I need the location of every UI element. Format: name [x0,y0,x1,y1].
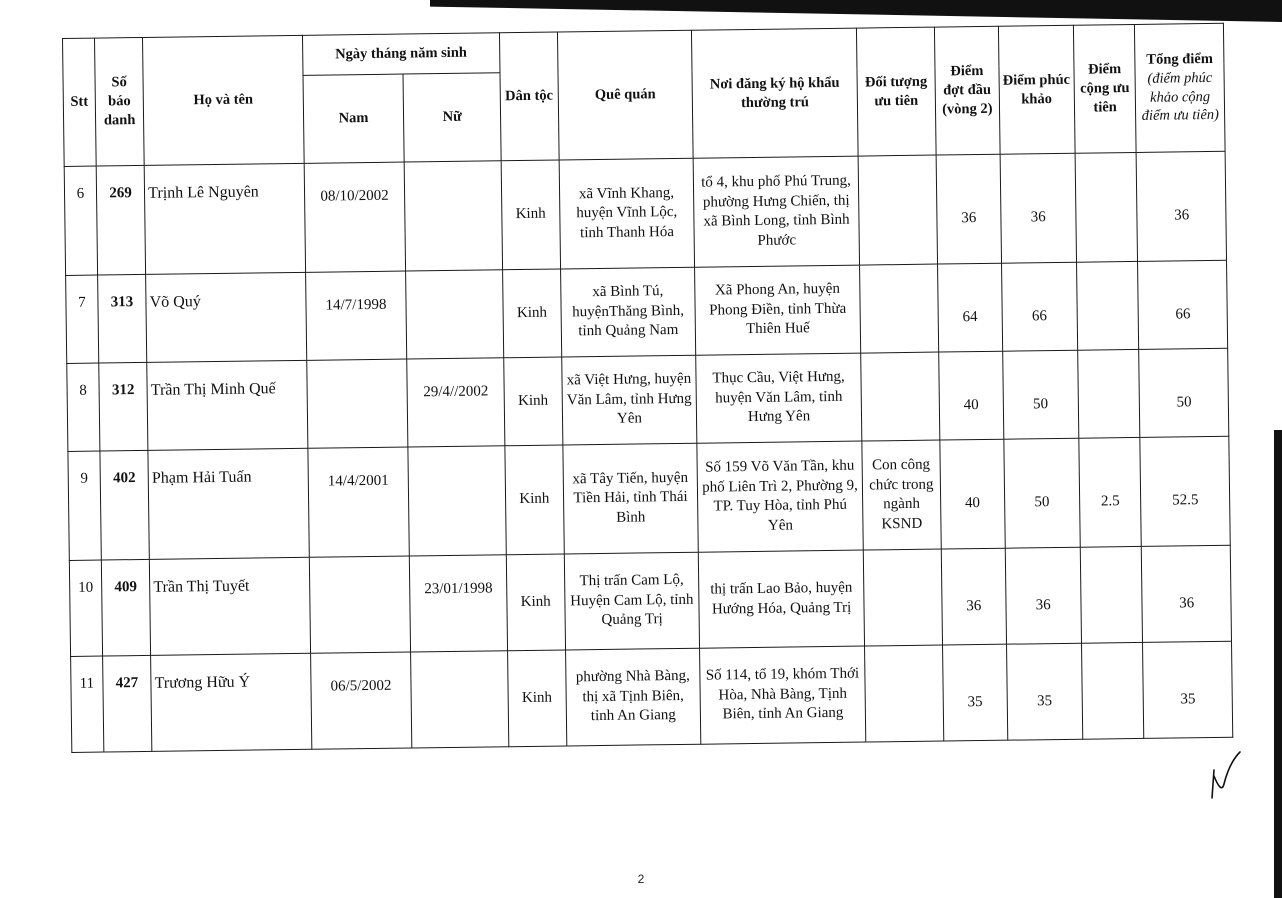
cell-dob-nam: 06/5/2002 [310,652,412,749]
cell-tong: 66 [1138,260,1228,349]
cell-diem-dau: 64 [938,263,1003,352]
cell-ho-khau: Số 159 Võ Văn Tần, khu phố Liên Trì 2, Phường 9, TP. Tuy Hòa, tỉnh Phú Yên [697,441,863,552]
header-que-quan: Quê quán [557,30,693,160]
cell-que-quan: xã Vĩnh Khang, huyện Vĩnh Lộc, tỉnh Thanh Hóa [559,158,695,269]
cell-tong: 35 [1143,641,1233,738]
cell-tong: 52.5 [1140,436,1230,546]
cell-que-quan: phường Nhà Bàng, thị xã Tịnh Biên, tỉnh An Giang [565,648,701,746]
header-diem-dot-dau: Điểm đợt đầu (vòng 2) [934,26,999,155]
cell-dob-nam [306,359,408,448]
cell-que-quan: xã Bình Tú, huyệnThăng Bình, tỉnh Quảng Nam [560,267,696,357]
header-tong-diem-note: (điểm phúc khảo cộng điểm ưu tiên) [1141,69,1220,125]
scan-edge-right [1274,430,1282,898]
cell-dob-nu [405,161,503,271]
cell-stt: 8 [67,363,100,451]
cell-doi-tuong [859,264,938,353]
cell-tong: 36 [1137,151,1227,261]
cell-stt: 9 [68,451,101,560]
header-doi-tuong: Đối tượng ưu tiên [856,27,936,156]
cell-cong [1077,349,1140,438]
cell-dob-nu: 29/4//2002 [407,358,505,447]
table-row [69,545,1231,656]
cell-dan-toc: Kinh [506,554,565,651]
cell-sbd: 427 [102,655,152,752]
cell-ho-khau: Xã Phong An, huyện Phong Điền, tỉnh Thừa Thiên Huế [695,265,861,355]
cell-name: Phạm Hải Tuấn [148,448,309,559]
header-stt: Stt [63,38,97,166]
header-so-bao-danh: Số báo danh [94,37,144,166]
cell-sbd: 312 [99,362,148,451]
cell-stt: 11 [71,656,104,752]
header-noi-dang-ky: Nơi đăng ký hộ khẩu thường trú [692,28,858,158]
header-ho-va-ten: Họ và tên [143,35,304,165]
table-row [64,151,1226,275]
cell-name: Trần Thị Tuyết [150,557,311,655]
header-nam: Nam [303,74,405,163]
cell-doi-tuong [861,352,940,441]
cell-sbd: 313 [97,274,146,363]
cell-dob-nam: 14/4/2001 [307,447,409,557]
cell-dob-nam: 14/7/1998 [305,271,407,360]
table-row [66,260,1228,363]
cell-dan-toc: Kinh [508,650,567,747]
cell-stt: 6 [64,166,97,275]
header-ngay-sinh: Ngày tháng năm sinh [302,33,500,76]
table-row [71,641,1233,752]
cell-sbd: 269 [96,165,146,275]
cell-diem-dau: 35 [942,644,1007,741]
cell-dob-nu: 23/01/1998 [410,555,508,652]
cell-name: Võ Quý [146,272,307,362]
cell-tong: 50 [1139,348,1229,437]
cell-cong: 2.5 [1079,437,1142,547]
table-row [67,348,1229,451]
cell-name: Trần Thị Minh Quế [147,360,308,450]
cell-tong: 36 [1142,545,1232,642]
header-dan-toc: Dân tộc [499,32,558,161]
cell-dan-toc: Kinh [504,357,563,446]
header-tong-diem-title: Tổng điểm [1146,50,1213,68]
cell-stt: 10 [69,560,102,656]
page-number: 2 [637,872,645,886]
cell-dob-nu [406,270,504,359]
header-diem-phuc-khao: Điểm phúc khảo [998,25,1075,154]
cell-sbd: 402 [100,450,150,560]
document-page [62,23,1243,753]
header-tong-diem [1135,23,1225,152]
header-nu: Nữ [403,73,501,162]
cell-dob-nu [411,651,509,748]
cell-phuc-khao: 35 [1006,643,1082,740]
cell-phuc-khao: 36 [1005,547,1081,644]
cell-dan-toc: Kinh [505,445,564,555]
cell-cong [1080,546,1143,643]
table-row [68,436,1230,560]
cell-cong [1076,261,1139,350]
cell-diem-dau: 40 [940,439,1005,549]
cell-phuc-khao: 50 [1002,350,1078,439]
cell-ho-khau: tổ 4, khu phố Phú Trung, phường Hưng Chiến, thị xã Bình Long, tỉnh Bình Phước [693,156,859,267]
cell-diem-dau: 36 [936,154,1001,264]
cell-diem-dau: 40 [939,351,1004,440]
header-diem-cong: Điểm cộng ưu tiên [1073,24,1136,153]
cell-name: Trịnh Lê Nguyên [144,163,305,274]
cell-doi-tuong: Con công chức trong ngành KSND [862,440,942,550]
cell-cong [1075,152,1138,262]
initials-signature [1200,748,1250,808]
cell-phuc-khao: 36 [1000,153,1076,263]
cell-ho-khau: Số 114, tổ 19, khóm Thới Hòa, Nhà Bàng, Tịnh Biên, tỉnh An Giang [700,646,866,744]
cell-ho-khau: Thục Cầu, Việt Hưng, huyện Văn Lâm, tỉnh Hưng Yên [696,353,862,443]
cell-que-quan: xã Việt Hưng, huyện Văn Lâm, tỉnh Hưng Yên [561,355,697,445]
results-table [62,23,1233,753]
scan-edge-top [430,0,1282,22]
cell-name: Trương Hữu Ý [151,653,312,751]
cell-cong [1081,642,1144,739]
cell-doi-tuong [864,645,943,742]
cell-stt: 7 [66,275,99,363]
cell-dan-toc: Kinh [503,269,562,358]
cell-ho-khau: thị trấn Lao Bảo, huyện Hướng Hóa, Quảng Trị [699,550,865,648]
cell-dob-nu [408,446,506,556]
cell-dob-nam: 08/10/2002 [304,162,406,272]
cell-phuc-khao: 50 [1004,438,1080,548]
cell-phuc-khao: 66 [1001,262,1077,351]
cell-doi-tuong [858,155,938,265]
cell-que-quan: xã Tây Tiến, huyện Tiền Hải, tỉnh Thái Bình [562,443,698,554]
cell-dan-toc: Kinh [501,160,560,270]
cell-diem-dau: 36 [941,548,1006,645]
cell-que-quan: Thị trấn Cam Lộ, Huyện Cam Lộ, tỉnh Quảng Trị [564,552,700,650]
cell-dob-nam [309,556,411,653]
cell-doi-tuong [863,549,942,646]
cell-sbd: 409 [101,559,151,656]
